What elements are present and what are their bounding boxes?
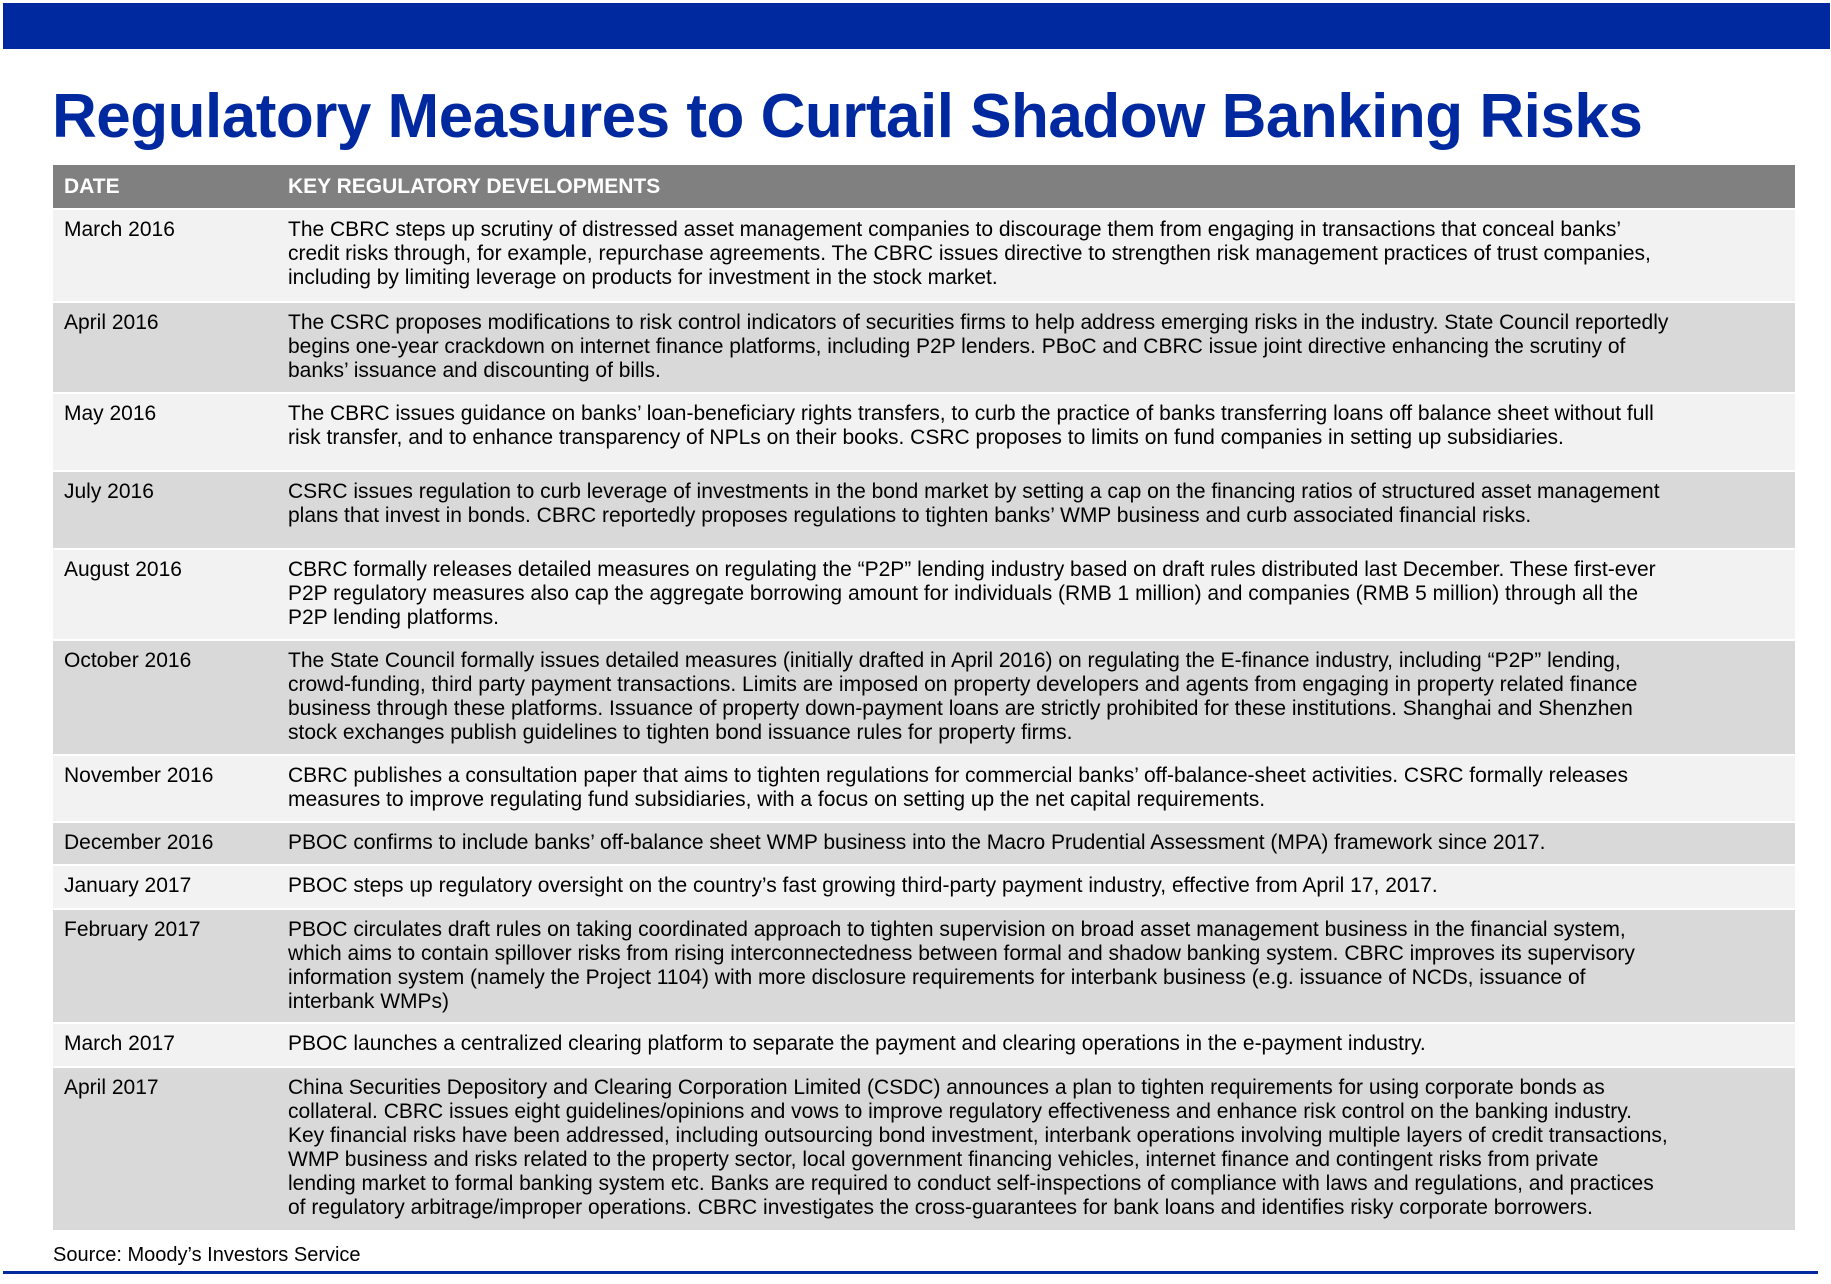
table-row (53, 1066, 1795, 1230)
development-line: information system (namely the Project 1104) with more disclosure requirements for interbank business (e.g. issuance of NCDs, issuance of (288, 966, 1586, 989)
top-banner (3, 3, 1830, 49)
table-row (53, 639, 1795, 754)
development-line: risk transfer, and to enhance transparency of NPLs on their books. CSRC proposes to limits on fund companies in setting up subsidiaries. (288, 426, 1564, 449)
row-development (288, 218, 1791, 290)
development-line: P2P regulatory measures also cap the aggregate borrowing amount for individuals (RMB 1 million) and companies (RMB 5 million) through all the (288, 582, 1639, 605)
table-body (53, 208, 1795, 1230)
table-row (53, 392, 1795, 470)
development-line: China Securities Depository and Clearing Corporation Limited (CSDC) announces a plan to tighten requirements for using corporate bonds as (288, 1076, 1605, 1099)
development-line: PBOC steps up regulatory oversight on the country’s fast growing third-party payment industry, effective from April 17, 2017. (288, 874, 1438, 897)
header-date: DATE (64, 175, 120, 198)
regulatory-table (53, 165, 1795, 1230)
development-line: measures to improve regulating fund subsidiaries, with a focus on setting up the net capital requirements. (288, 788, 1266, 811)
row-date: March 2017 (64, 1032, 175, 1055)
table-row (53, 821, 1795, 864)
row-development (288, 1032, 1791, 1056)
row-date: October 2016 (64, 649, 192, 672)
table-row (53, 908, 1795, 1022)
row-development (288, 480, 1791, 528)
development-line: CBRC publishes a consultation paper that aims to tighten regulations for commercial banks’ off-balance-sheet activities. CSRC formally releases (288, 764, 1628, 787)
development-line: business through these platforms. Issuance of property down-payment loans are strictly prohibited for these institutions. Shanghai and Shenzhen (288, 697, 1633, 720)
source-note: Source: Moody’s Investors Service (53, 1244, 361, 1266)
development-line: credit risks through, for example, repurchase agreements. The CBRC issues directive to strengthen risk management practices of trust companies, (288, 242, 1651, 265)
row-date: July 2016 (64, 480, 154, 503)
development-line: of regulatory arbitrage/improper operations. CBRC investigates the cross-guarantees for bank loans and identifies risky corporate borrowers. (288, 1196, 1593, 1219)
row-development (288, 918, 1791, 1014)
table-row (53, 208, 1795, 301)
row-date: April 2016 (64, 311, 159, 334)
row-development (288, 311, 1791, 383)
development-line: including by limiting leverage on products for investment in the stock market. (288, 266, 998, 289)
development-line: P2P lending platforms. (288, 606, 499, 629)
row-date: August 2016 (64, 558, 182, 581)
row-date: December 2016 (64, 831, 214, 854)
development-line: collateral. CBRC issues eight guidelines/opinions and vows to improve regulatory effectiveness and enhance risk control on the banking industry. (288, 1100, 1632, 1123)
development-line: The CSRC proposes modifications to risk control indicators of securities firms to help address emerging risks in the industry. State Council reportedly (288, 311, 1669, 334)
row-date: February 2017 (64, 918, 201, 941)
table-row (53, 548, 1795, 639)
page-title: Regulatory Measures to Curtail Shadow Banking Risks (52, 82, 1643, 151)
row-date: April 2017 (64, 1076, 159, 1099)
development-line: The CBRC steps up scrutiny of distressed asset management companies to discourage them from engaging in transactions that conceal banks’ (288, 218, 1622, 241)
row-date: March 2016 (64, 218, 175, 241)
row-development (288, 764, 1791, 812)
development-line: banks’ issuance and discounting of bills. (288, 359, 661, 382)
development-line: The CBRC issues guidance on banks’ loan-beneficiary rights transfers, to curb the practice of banks transferring loans off balance sheet without full (288, 402, 1654, 425)
development-line: crowd-funding, third party payment transactions. Limits are imposed on property developers and agents from engaging in property related finance (288, 673, 1638, 696)
row-date: January 2017 (64, 874, 192, 897)
row-development (288, 402, 1791, 450)
development-line: interbank WMPs) (288, 990, 450, 1013)
development-line: begins one-year crackdown on internet finance platforms, including P2P lenders. PBoC and CBRC issue joint directive enhancing the scrutiny of (288, 335, 1626, 358)
row-development (288, 649, 1791, 745)
table-row (53, 1022, 1795, 1066)
table-row (53, 754, 1795, 821)
table-row (53, 470, 1795, 548)
row-development (288, 874, 1791, 898)
row-development (288, 1076, 1791, 1220)
development-line: PBOC circulates draft rules on taking coordinated approach to tighten supervision on broad asset management business in the financial system, (288, 918, 1626, 941)
development-line: The State Council formally issues detailed measures (initially drafted in April 2016) on regulating the E-finance industry, including “P2P” lending, (288, 649, 1621, 672)
development-line: lending market to formal banking system etc. Banks are required to conduct self-inspections of compliance with laws and regulations, and practices (288, 1172, 1654, 1195)
development-line: PBOC launches a centralized clearing platform to separate the payment and clearing operations in the e-payment industry. (288, 1032, 1426, 1055)
row-date: May 2016 (64, 402, 157, 425)
development-line: stock exchanges publish guidelines to tighten bond issuance rules for property firms. (288, 721, 1073, 744)
bottom-divider (3, 1271, 1818, 1274)
development-line: CBRC formally releases detailed measures on regulating the “P2P” lending industry based on draft rules distributed last December. These first-ever (288, 558, 1656, 581)
row-development (288, 831, 1791, 855)
development-line: WMP business and risks related to the property sector, local government financing vehicles, internet finance and contingent risks from private (288, 1148, 1599, 1171)
header-developments: KEY REGULATORY DEVELOPMENTS (288, 175, 661, 198)
table-header (53, 165, 1795, 208)
row-date: November 2016 (64, 764, 214, 787)
development-line: which aims to contain spillover risks from rising interconnectedness between formal and shadow banking system. CBRC improves its supervisory (288, 942, 1635, 965)
development-line: Key financial risks have been addressed, including outsourcing bond investment, interbank operations involving multiple layers of credit transactions, (288, 1124, 1668, 1147)
table-row (53, 301, 1795, 392)
row-development (288, 558, 1791, 630)
development-line: plans that invest in bonds. CBRC reportedly proposes regulations to tighten banks’ WMP business and curb associated financial risks. (288, 504, 1532, 527)
development-line: PBOC confirms to include banks’ off-balance sheet WMP business into the Macro Prudential Assessment (MPA) framework since 2017. (288, 831, 1546, 854)
table-row (53, 864, 1795, 908)
development-line: CSRC issues regulation to curb leverage of investments in the bond market by setting a cap on the financing ratios of structured asset management (288, 480, 1660, 503)
